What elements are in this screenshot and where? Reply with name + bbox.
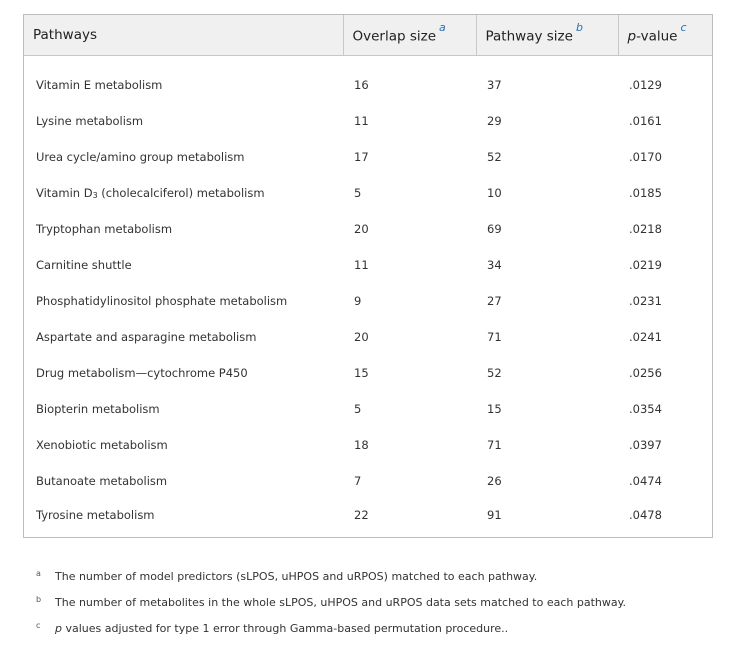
pathway-text-post: (cholecalciferol) metabolism — [97, 186, 265, 200]
pathway-table — [23, 14, 713, 538]
overlap-size-cell: 5 — [354, 402, 362, 416]
p-value-cell: .0185 — [629, 186, 662, 200]
table-body — [24, 55, 712, 537]
footnote-text-c-italic: p — [55, 622, 62, 635]
table-row — [24, 355, 712, 391]
pathway-size-cell: 52 — [487, 366, 502, 380]
p-value-cell: .0218 — [629, 222, 662, 236]
footnote-a — [36, 568, 716, 594]
header-pathway-size — [476, 15, 618, 55]
footnote-text-b: The number of metabolites in the whole sLPOS, uHPOS and uRPOS data sets matched to each pathway. — [55, 596, 627, 609]
p-value-cell: .0354 — [629, 402, 662, 416]
overlap-size-cell: 11 — [354, 114, 369, 128]
pathway-cell: Xenobiotic metabolism — [36, 438, 168, 452]
pathway-cell: Urea cycle/amino group metabolism — [36, 150, 245, 164]
pathway-table-grid — [24, 15, 712, 537]
p-value-cell: .0231 — [629, 294, 662, 308]
overlap-size-cell: 20 — [354, 222, 369, 236]
pathway-size-cell: 37 — [487, 78, 502, 93]
footnote-text-a: The number of model predictors (sLPOS, uHPOS and uRPOS) matched to each pathway. — [55, 570, 538, 583]
pathway-size-cell: 34 — [487, 258, 502, 272]
table-row — [24, 283, 712, 319]
table-row — [24, 391, 712, 427]
table-row — [24, 247, 712, 283]
header-p-value-label: -value — [636, 28, 678, 45]
overlap-size-cell: 15 — [354, 366, 369, 380]
header-overlap-size — [343, 15, 476, 55]
footnote-ref-a[interactable]: a — [439, 21, 446, 34]
pathway-subscript: 3 — [92, 191, 98, 200]
pathway-cell: Butanoate metabolism — [36, 474, 168, 488]
header-pathway-size-label: Pathway size — [485, 28, 573, 45]
overlap-size-cell: 9 — [354, 294, 362, 308]
overlap-size-cell: 22 — [354, 508, 369, 522]
header-overlap-size-label: Overlap size — [352, 28, 437, 45]
overlap-size-cell: 7 — [354, 474, 362, 488]
table-row — [24, 427, 712, 463]
pathway-cell: Tryptophan metabolism — [36, 222, 173, 236]
pathway-size-cell: 10 — [487, 186, 502, 200]
p-value-cell: .0241 — [629, 330, 662, 344]
overlap-size-cell: 18 — [354, 438, 369, 452]
pathway-size-cell: 52 — [487, 150, 502, 164]
overlap-size-cell: 20 — [354, 330, 369, 344]
header-row — [24, 15, 712, 55]
header-p-value-italic: p — [627, 28, 637, 45]
overlap-size-cell: 11 — [354, 258, 369, 272]
p-value-cell: .0397 — [629, 438, 662, 452]
p-value-cell: .0129 — [629, 78, 662, 93]
pathway-cell: Carnitine shuttle — [36, 258, 132, 272]
pathway-size-cell: 15 — [487, 402, 502, 416]
p-value-cell: .0474 — [629, 474, 662, 488]
pathway-cell: Vitamin E metabolism — [36, 78, 163, 93]
pathway-size-cell: 71 — [487, 330, 502, 344]
table-row — [24, 319, 712, 355]
pathway-cell: Phosphatidylinositol phosphate metabolism — [36, 294, 288, 308]
pathway-size-cell: 69 — [487, 222, 502, 236]
table-header — [24, 15, 712, 55]
overlap-size-cell: 5 — [354, 186, 362, 200]
p-value-cell: .0256 — [629, 366, 662, 380]
pathway-cell: Lysine metabolism — [36, 114, 144, 128]
p-value-cell: .0219 — [629, 258, 662, 272]
footnote-mark-c: c — [36, 621, 41, 630]
pathway-cell: Drug metabolism—cytochrome P450 — [36, 366, 248, 380]
table-row — [24, 139, 712, 175]
footnote-text-c: values adjusted for type 1 error through Gamma-based permutation procedure.. — [61, 622, 509, 635]
footnote-ref-c[interactable]: c — [680, 21, 687, 34]
pathway-size-cell: 71 — [487, 438, 502, 452]
footnote-c — [36, 620, 716, 646]
pathway-cell: Biopterin metabolism — [36, 402, 160, 416]
pathway-size-cell: 27 — [487, 294, 502, 308]
table-row — [24, 463, 712, 499]
p-value-cell: .0161 — [629, 114, 662, 128]
table-row — [24, 499, 712, 537]
p-value-cell: .0478 — [629, 508, 662, 522]
table-footnotes — [36, 568, 716, 646]
footnote-mark-b: b — [36, 595, 42, 604]
pathway-size-cell: 91 — [487, 508, 502, 522]
pathway-cell — [24, 175, 343, 211]
footnote-b — [36, 594, 716, 620]
overlap-size-cell: 17 — [354, 150, 369, 164]
table-row — [24, 103, 712, 139]
header-p-value — [618, 15, 712, 55]
table-row — [24, 175, 712, 211]
pathway-cell: Tyrosine metabolism — [36, 508, 155, 522]
overlap-size-cell: 16 — [354, 78, 369, 93]
footnote-mark-a: a — [36, 569, 41, 578]
pathway-size-cell: 26 — [487, 474, 502, 488]
footnote-ref-b[interactable]: b — [575, 21, 583, 34]
pathway-size-cell: 29 — [487, 114, 502, 128]
pathway-cell: Aspartate and asparagine metabolism — [36, 330, 257, 344]
header-pathways-label: Pathways — [33, 26, 97, 43]
header-pathways — [24, 15, 343, 55]
table-row — [24, 211, 712, 247]
table-row — [24, 55, 712, 103]
p-value-cell: .0170 — [629, 150, 662, 164]
pathway-text-pre: Vitamin D — [36, 186, 93, 200]
